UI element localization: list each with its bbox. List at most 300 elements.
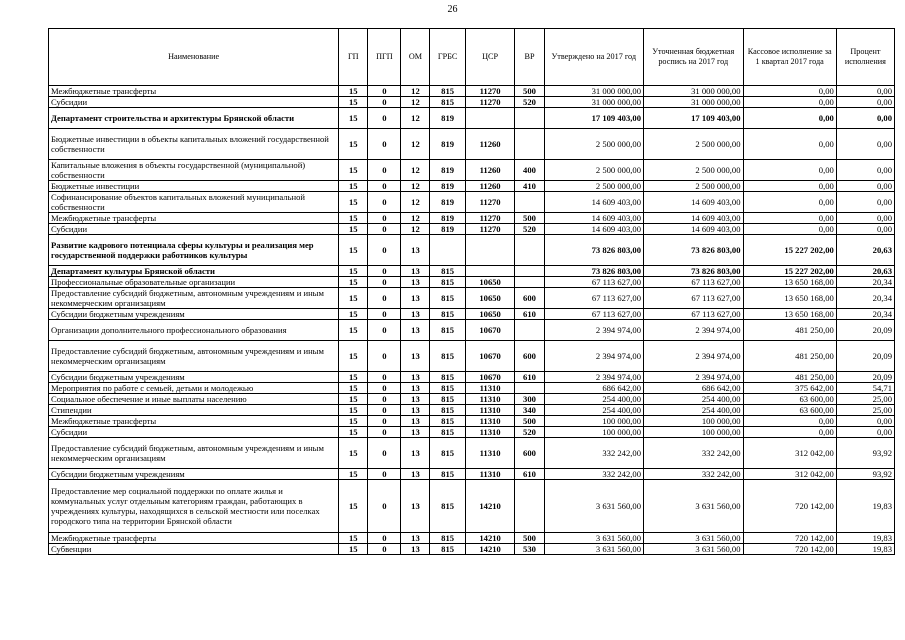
cell-vr — [515, 383, 544, 394]
cell-grbs — [430, 235, 465, 266]
cell-gp: 15 — [339, 235, 368, 266]
cell-cash: 0,00 — [743, 192, 836, 213]
cell-percent: 25,00 — [836, 394, 894, 405]
col-header-vr: ВР — [515, 29, 544, 86]
table-row — [49, 372, 895, 383]
cell-approved: 2 500 000,00 — [544, 129, 644, 160]
cell-refined: 31 000 000,00 — [644, 97, 744, 108]
cell-refined: 14 609 403,00 — [644, 224, 744, 235]
cell-percent: 0,00 — [836, 129, 894, 160]
cell-om: 13 — [401, 341, 430, 372]
cell-name: Межбюджетные трансферты — [49, 416, 339, 427]
cell-gp: 15 — [339, 341, 368, 372]
cell-cash: 312 042,00 — [743, 469, 836, 480]
cell-om: 13 — [401, 309, 430, 320]
cell-approved: 3 631 560,00 — [544, 544, 644, 555]
cell-refined: 3 631 560,00 — [644, 533, 744, 544]
cell-refined: 67 113 627,00 — [644, 309, 744, 320]
cell-om: 12 — [401, 160, 430, 181]
cell-vr: 520 — [515, 224, 544, 235]
cell-pgp: 0 — [368, 480, 401, 533]
cell-om: 13 — [401, 383, 430, 394]
cell-csr — [465, 235, 515, 266]
table-row — [49, 213, 895, 224]
cell-approved: 17 109 403,00 — [544, 108, 644, 129]
cell-approved: 14 609 403,00 — [544, 192, 644, 213]
cell-vr: 520 — [515, 427, 544, 438]
cell-csr: 14210 — [465, 480, 515, 533]
cell-csr: 11260 — [465, 160, 515, 181]
cell-vr — [515, 320, 544, 341]
cell-approved: 100 000,00 — [544, 416, 644, 427]
cell-vr: 530 — [515, 544, 544, 555]
cell-gp: 15 — [339, 129, 368, 160]
cell-csr: 10670 — [465, 341, 515, 372]
cell-approved: 332 242,00 — [544, 438, 644, 469]
cell-pgp: 0 — [368, 97, 401, 108]
cell-name: Субсидии бюджетным учреждениям — [49, 372, 339, 383]
cell-name: Мероприятия по работе с семьей, детьми и молодежью — [49, 383, 339, 394]
cell-grbs: 815 — [430, 383, 465, 394]
cell-pgp: 0 — [368, 129, 401, 160]
cell-name: Стипендии — [49, 405, 339, 416]
cell-gp: 15 — [339, 288, 368, 309]
cell-name: Межбюджетные трансферты — [49, 533, 339, 544]
cell-approved: 73 826 803,00 — [544, 235, 644, 266]
cell-om: 13 — [401, 394, 430, 405]
cell-vr: 520 — [515, 97, 544, 108]
cell-percent: 0,00 — [836, 427, 894, 438]
cell-grbs: 819 — [430, 224, 465, 235]
cell-approved: 332 242,00 — [544, 469, 644, 480]
cell-approved: 3 631 560,00 — [544, 533, 644, 544]
cell-cash: 375 642,00 — [743, 383, 836, 394]
cell-om: 12 — [401, 224, 430, 235]
cell-cash: 720 142,00 — [743, 533, 836, 544]
cell-refined: 14 609 403,00 — [644, 213, 744, 224]
cell-refined: 67 113 627,00 — [644, 288, 744, 309]
cell-vr: 610 — [515, 372, 544, 383]
cell-percent: 0,00 — [836, 181, 894, 192]
cell-percent: 19,83 — [836, 480, 894, 533]
table-row — [49, 277, 895, 288]
cell-om: 13 — [401, 544, 430, 555]
cell-grbs: 819 — [430, 181, 465, 192]
cell-om: 13 — [401, 266, 430, 277]
cell-grbs: 815 — [430, 341, 465, 372]
cell-vr: 300 — [515, 394, 544, 405]
cell-percent: 0,00 — [836, 86, 894, 97]
cell-grbs: 815 — [430, 480, 465, 533]
col-header-name: Наименование — [49, 29, 339, 86]
cell-vr: 600 — [515, 288, 544, 309]
cell-vr: 400 — [515, 160, 544, 181]
cell-cash: 0,00 — [743, 129, 836, 160]
table-row — [49, 192, 895, 213]
cell-name: Департамент строительства и архитектуры Брянской области — [49, 108, 339, 129]
cell-csr: 10650 — [465, 288, 515, 309]
cell-pgp: 0 — [368, 181, 401, 192]
cell-cash: 481 250,00 — [743, 341, 836, 372]
cell-pgp: 0 — [368, 533, 401, 544]
cell-refined: 2 500 000,00 — [644, 181, 744, 192]
cell-pgp: 0 — [368, 544, 401, 555]
cell-refined: 332 242,00 — [644, 469, 744, 480]
cell-refined: 254 400,00 — [644, 405, 744, 416]
table-row — [49, 288, 895, 309]
cell-vr — [515, 277, 544, 288]
cell-name: Предоставление субсидий бюджетным, автономным учреждениям и иным некоммерческим организациям — [49, 438, 339, 469]
cell-grbs: 815 — [430, 288, 465, 309]
cell-gp: 15 — [339, 97, 368, 108]
cell-csr: 11310 — [465, 383, 515, 394]
table-row — [49, 309, 895, 320]
cell-om: 12 — [401, 213, 430, 224]
table-row — [49, 405, 895, 416]
cell-grbs: 815 — [430, 309, 465, 320]
cell-percent: 54,71 — [836, 383, 894, 394]
cell-name: Департамент культуры Брянской области — [49, 266, 339, 277]
cell-cash: 15 227 202,00 — [743, 235, 836, 266]
cell-csr: 10670 — [465, 372, 515, 383]
cell-gp: 15 — [339, 480, 368, 533]
cell-name: Субвенции — [49, 544, 339, 555]
table-row — [49, 394, 895, 405]
cell-om: 13 — [401, 405, 430, 416]
cell-approved: 2 394 974,00 — [544, 341, 644, 372]
cell-cash: 0,00 — [743, 86, 836, 97]
cell-name: Организации дополнительного профессионального образования — [49, 320, 339, 341]
table-body — [49, 86, 895, 555]
cell-name: Развитие кадрового потенциала сферы культуры и реализация мер государственной поддержки работников культуры — [49, 235, 339, 266]
cell-percent: 20,34 — [836, 288, 894, 309]
cell-csr: 11310 — [465, 427, 515, 438]
cell-percent: 19,83 — [836, 544, 894, 555]
table-row — [49, 320, 895, 341]
cell-refined: 254 400,00 — [644, 394, 744, 405]
table-row — [49, 416, 895, 427]
cell-refined: 14 609 403,00 — [644, 192, 744, 213]
cell-pgp: 0 — [368, 416, 401, 427]
cell-vr: 610 — [515, 469, 544, 480]
cell-name: Бюджетные инвестиции в объекты капитальных вложений государственной собственности — [49, 129, 339, 160]
cell-vr: 500 — [515, 416, 544, 427]
cell-cash: 312 042,00 — [743, 438, 836, 469]
cell-om: 12 — [401, 192, 430, 213]
cell-pgp: 0 — [368, 108, 401, 129]
cell-grbs: 819 — [430, 160, 465, 181]
cell-pgp: 0 — [368, 341, 401, 372]
cell-refined: 67 113 627,00 — [644, 277, 744, 288]
cell-om: 12 — [401, 108, 430, 129]
cell-csr: 11270 — [465, 192, 515, 213]
cell-approved: 73 826 803,00 — [544, 266, 644, 277]
cell-percent: 19,83 — [836, 533, 894, 544]
cell-approved: 2 500 000,00 — [544, 181, 644, 192]
cell-csr: 11260 — [465, 181, 515, 192]
cell-gp: 15 — [339, 108, 368, 129]
col-header-approved: Утверждено на 2017 год — [544, 29, 644, 86]
cell-csr: 11310 — [465, 416, 515, 427]
cell-name: Предоставление субсидий бюджетным, автономным учреждениям и иным некоммерческим организациям — [49, 341, 339, 372]
cell-om: 12 — [401, 86, 430, 97]
cell-percent: 20,34 — [836, 277, 894, 288]
cell-percent: 93,92 — [836, 438, 894, 469]
table-row — [49, 438, 895, 469]
cell-pgp: 0 — [368, 235, 401, 266]
table-row — [49, 129, 895, 160]
cell-cash: 15 227 202,00 — [743, 266, 836, 277]
cell-grbs: 815 — [430, 86, 465, 97]
cell-gp: 15 — [339, 266, 368, 277]
cell-grbs: 819 — [430, 129, 465, 160]
cell-gp: 15 — [339, 394, 368, 405]
cell-approved: 14 609 403,00 — [544, 213, 644, 224]
cell-pgp: 0 — [368, 277, 401, 288]
col-header-percent: Процент исполнения — [836, 29, 894, 86]
cell-grbs: 819 — [430, 108, 465, 129]
cell-pgp: 0 — [368, 372, 401, 383]
cell-percent: 20,63 — [836, 235, 894, 266]
cell-csr: 10650 — [465, 309, 515, 320]
cell-grbs: 815 — [430, 533, 465, 544]
cell-name: Социальное обеспечение и иные выплаты населению — [49, 394, 339, 405]
cell-csr: 11270 — [465, 97, 515, 108]
cell-pgp: 0 — [368, 309, 401, 320]
cell-percent: 0,00 — [836, 108, 894, 129]
cell-cash: 720 142,00 — [743, 480, 836, 533]
cell-om: 13 — [401, 427, 430, 438]
cell-grbs: 815 — [430, 438, 465, 469]
cell-percent: 20,63 — [836, 266, 894, 277]
cell-vr: 500 — [515, 533, 544, 544]
cell-percent: 20,09 — [836, 320, 894, 341]
table-row — [49, 86, 895, 97]
cell-vr: 340 — [515, 405, 544, 416]
cell-pgp: 0 — [368, 288, 401, 309]
cell-pgp: 0 — [368, 266, 401, 277]
cell-csr: 11270 — [465, 86, 515, 97]
cell-refined: 31 000 000,00 — [644, 86, 744, 97]
cell-cash: 13 650 168,00 — [743, 277, 836, 288]
cell-csr: 10670 — [465, 320, 515, 341]
cell-gp: 15 — [339, 427, 368, 438]
cell-name: Межбюджетные трансферты — [49, 86, 339, 97]
cell-cash: 481 250,00 — [743, 372, 836, 383]
cell-om: 13 — [401, 438, 430, 469]
cell-name: Профессиональные образовательные организации — [49, 277, 339, 288]
cell-gp: 15 — [339, 383, 368, 394]
cell-grbs: 815 — [430, 469, 465, 480]
cell-name: Предоставление субсидий бюджетным, автономным учреждениям и иным некоммерческим организациям — [49, 288, 339, 309]
cell-grbs: 815 — [430, 266, 465, 277]
cell-percent: 0,00 — [836, 97, 894, 108]
page-number: 26 — [447, 4, 458, 15]
cell-gp: 15 — [339, 372, 368, 383]
cell-name: Капитальные вложения в объекты государственной (муниципальной) собственности — [49, 160, 339, 181]
cell-cash: 13 650 168,00 — [743, 309, 836, 320]
cell-grbs: 815 — [430, 277, 465, 288]
cell-refined: 2 394 974,00 — [644, 320, 744, 341]
cell-gp: 15 — [339, 533, 368, 544]
cell-gp: 15 — [339, 320, 368, 341]
cell-percent: 0,00 — [836, 160, 894, 181]
cell-name: Субсидии — [49, 97, 339, 108]
cell-csr — [465, 266, 515, 277]
cell-csr: 11270 — [465, 224, 515, 235]
cell-approved: 14 609 403,00 — [544, 224, 644, 235]
cell-gp: 15 — [339, 309, 368, 320]
table-row — [49, 235, 895, 266]
cell-percent: 0,00 — [836, 192, 894, 213]
cell-om: 13 — [401, 277, 430, 288]
cell-name: Предоставление мер социальной поддержки по оплате жилья и коммунальных услуг отдельным категориям граждан, работающих в учреждениях культуры, находящихся в сельской местности или поселках городского типа на территории Брянской области — [49, 480, 339, 533]
cell-pgp: 0 — [368, 224, 401, 235]
table-row — [49, 266, 895, 277]
cell-pgp: 0 — [368, 192, 401, 213]
cell-percent: 25,00 — [836, 405, 894, 416]
col-header-gp: ГП — [339, 29, 368, 86]
cell-approved: 67 113 627,00 — [544, 309, 644, 320]
cell-approved: 31 000 000,00 — [544, 86, 644, 97]
cell-name: Субсидии — [49, 224, 339, 235]
cell-pgp: 0 — [368, 438, 401, 469]
cell-om: 13 — [401, 533, 430, 544]
table-row — [49, 427, 895, 438]
cell-gp: 15 — [339, 192, 368, 213]
cell-approved: 67 113 627,00 — [544, 288, 644, 309]
cell-csr: 14210 — [465, 533, 515, 544]
table-row — [49, 181, 895, 192]
cell-cash: 0,00 — [743, 108, 836, 129]
cell-cash: 481 250,00 — [743, 320, 836, 341]
cell-cash: 720 142,00 — [743, 544, 836, 555]
cell-csr: 14210 — [465, 544, 515, 555]
cell-gp: 15 — [339, 469, 368, 480]
cell-approved: 686 642,00 — [544, 383, 644, 394]
cell-csr: 11260 — [465, 129, 515, 160]
col-header-csr: ЦСР — [465, 29, 515, 86]
cell-pgp: 0 — [368, 427, 401, 438]
cell-vr — [515, 266, 544, 277]
col-header-refined: Уточненная бюджетная роспись на 2017 год — [644, 29, 744, 86]
col-header-grbs: ГРБС — [430, 29, 465, 86]
table-row — [49, 160, 895, 181]
cell-name: Субсидии бюджетным учреждениям — [49, 309, 339, 320]
table-row — [49, 544, 895, 555]
cell-name: Софинансирование объектов капитальных вложений муниципальной собственности — [49, 192, 339, 213]
cell-name: Межбюджетные трансферты — [49, 213, 339, 224]
cell-gp: 15 — [339, 544, 368, 555]
col-header-pgp: ПГП — [368, 29, 401, 86]
table-row — [49, 469, 895, 480]
cell-csr: 10650 — [465, 277, 515, 288]
cell-cash: 13 650 168,00 — [743, 288, 836, 309]
cell-pgp: 0 — [368, 469, 401, 480]
cell-grbs: 819 — [430, 213, 465, 224]
cell-cash: 0,00 — [743, 97, 836, 108]
cell-csr: 11310 — [465, 405, 515, 416]
cell-refined: 3 631 560,00 — [644, 480, 744, 533]
cell-cash: 0,00 — [743, 213, 836, 224]
cell-om: 13 — [401, 372, 430, 383]
cell-refined: 17 109 403,00 — [644, 108, 744, 129]
cell-grbs: 815 — [430, 394, 465, 405]
cell-grbs: 815 — [430, 416, 465, 427]
cell-approved: 254 400,00 — [544, 394, 644, 405]
cell-approved: 100 000,00 — [544, 427, 644, 438]
cell-refined: 332 242,00 — [644, 438, 744, 469]
cell-grbs: 815 — [430, 97, 465, 108]
cell-percent: 20,34 — [836, 309, 894, 320]
cell-om: 12 — [401, 181, 430, 192]
table-row — [49, 97, 895, 108]
cell-name: Бюджетные инвестиции — [49, 181, 339, 192]
cell-vr: 410 — [515, 181, 544, 192]
cell-gp: 15 — [339, 213, 368, 224]
table-row — [49, 383, 895, 394]
cell-pgp: 0 — [368, 160, 401, 181]
cell-csr: 11310 — [465, 438, 515, 469]
cell-om: 13 — [401, 320, 430, 341]
cell-pgp: 0 — [368, 383, 401, 394]
table-row — [49, 533, 895, 544]
cell-approved: 2 394 974,00 — [544, 372, 644, 383]
cell-om: 13 — [401, 235, 430, 266]
cell-approved: 67 113 627,00 — [544, 277, 644, 288]
cell-refined: 2 394 974,00 — [644, 372, 744, 383]
cell-grbs: 815 — [430, 544, 465, 555]
cell-csr: 11310 — [465, 394, 515, 405]
col-header-cash: Кассовое исполнение за 1 квартал 2017 года — [743, 29, 836, 86]
cell-approved: 2 394 974,00 — [544, 320, 644, 341]
cell-pgp: 0 — [368, 213, 401, 224]
cell-gp: 15 — [339, 277, 368, 288]
cell-refined: 73 826 803,00 — [644, 235, 744, 266]
table-header-row — [49, 29, 895, 86]
cell-percent: 0,00 — [836, 224, 894, 235]
cell-percent: 0,00 — [836, 416, 894, 427]
cell-vr: 500 — [515, 213, 544, 224]
cell-refined: 2 500 000,00 — [644, 160, 744, 181]
cell-approved: 254 400,00 — [544, 405, 644, 416]
cell-om: 12 — [401, 129, 430, 160]
cell-percent: 0,00 — [836, 213, 894, 224]
cell-name: Субсидии бюджетным учреждениям — [49, 469, 339, 480]
cell-vr — [515, 192, 544, 213]
cell-gp: 15 — [339, 438, 368, 469]
cell-cash: 0,00 — [743, 160, 836, 181]
table-row — [49, 108, 895, 129]
cell-grbs: 815 — [430, 405, 465, 416]
cell-csr — [465, 108, 515, 129]
cell-refined: 686 642,00 — [644, 383, 744, 394]
cell-approved: 31 000 000,00 — [544, 97, 644, 108]
cell-vr: 500 — [515, 86, 544, 97]
cell-refined: 73 826 803,00 — [644, 266, 744, 277]
cell-refined: 2 500 000,00 — [644, 129, 744, 160]
cell-grbs: 815 — [430, 320, 465, 341]
cell-pgp: 0 — [368, 405, 401, 416]
cell-grbs: 819 — [430, 192, 465, 213]
cell-refined: 2 394 974,00 — [644, 341, 744, 372]
cell-om: 13 — [401, 480, 430, 533]
cell-gp: 15 — [339, 224, 368, 235]
cell-cash: 0,00 — [743, 181, 836, 192]
table-row — [49, 224, 895, 235]
cell-gp: 15 — [339, 181, 368, 192]
cell-vr: 600 — [515, 341, 544, 372]
